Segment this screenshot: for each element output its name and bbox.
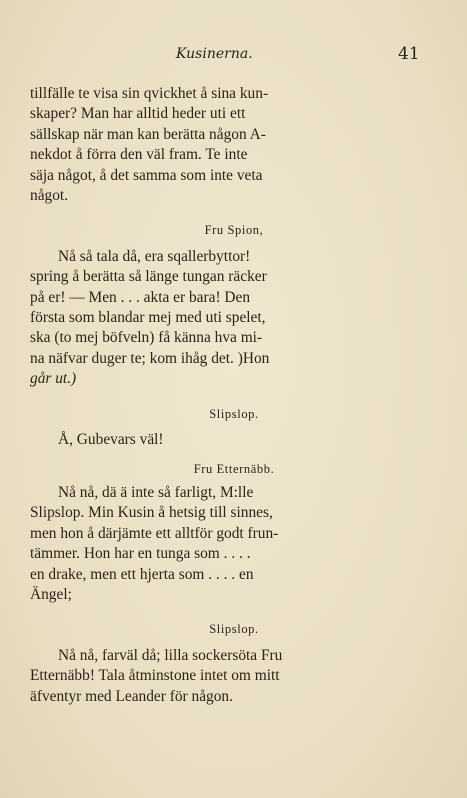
speech-slipslop: Å, Gubevars väl! [58, 431, 164, 449]
speech-fru-etternabb [30, 483, 438, 605]
text-line: på er! — Men . . . akta er bara! Den [30, 288, 251, 306]
text-line: första som blandar mej med uti spelet, [30, 309, 266, 327]
text-line: tillfälle te visa sin qvickhet å sina kun- [30, 85, 269, 102]
stage-direction: går ut.) [30, 370, 77, 388]
text-line: men hon å därjämte ett alltför godt frun- [30, 524, 279, 542]
text-line: nekdot å förra den väl fram. Te inte [30, 146, 248, 164]
text-line: Nå nå, dä ä inte så farligt, M:lle [58, 483, 254, 501]
text-line: tämmer. Hon har en tunga som . . . . [30, 545, 251, 563]
text-line: något. [30, 187, 69, 205]
speech-slipslop-final [30, 646, 438, 707]
speaker-heading: Slipslop. [209, 622, 259, 637]
text-line: Ängel; [30, 585, 72, 603]
text-line: skaper? Man har alltid heder uti ett [30, 105, 246, 123]
paragraph-continuation [30, 84, 438, 206]
page-text [30, 84, 438, 707]
speaker-heading: Fru Spion, [204, 223, 264, 238]
page-number: 41 [398, 44, 420, 64]
text-line: Slipslop. Min Kusin å hetsig till sinnes, [30, 504, 273, 522]
text-line: sällskap när man kan berätta någon A- [30, 125, 266, 143]
text-line: säja något, å det samma som inte veta [30, 166, 263, 184]
speaker-heading: Fru Etternäbb. [193, 461, 275, 476]
text-line: en drake, men ett hjerta som . . . . en [30, 565, 254, 583]
text-line: äfventyr med Leander för någon. [30, 687, 233, 705]
speaker-heading: Slipslop. [209, 406, 259, 421]
text-line: ska (to mej böfveln) få känna hva mi- [30, 329, 263, 347]
text-line: Nå så tala då, era sqallerbyttor! [58, 247, 251, 265]
running-title: Kusinerna. [176, 46, 253, 62]
speech-fru-spion [30, 247, 438, 390]
text-line: spring å berätta så länge tungan räcker [30, 268, 267, 286]
text-line: na näfvar duger te; kom ihåg det. )Hon [30, 349, 270, 367]
text-line: Etternäbb! Tala åtminstone intet om mitt [30, 667, 280, 685]
page-header [0, 46, 467, 70]
text-line: Nå nå, farväl då; lilla sockersöta Fru [58, 646, 283, 664]
